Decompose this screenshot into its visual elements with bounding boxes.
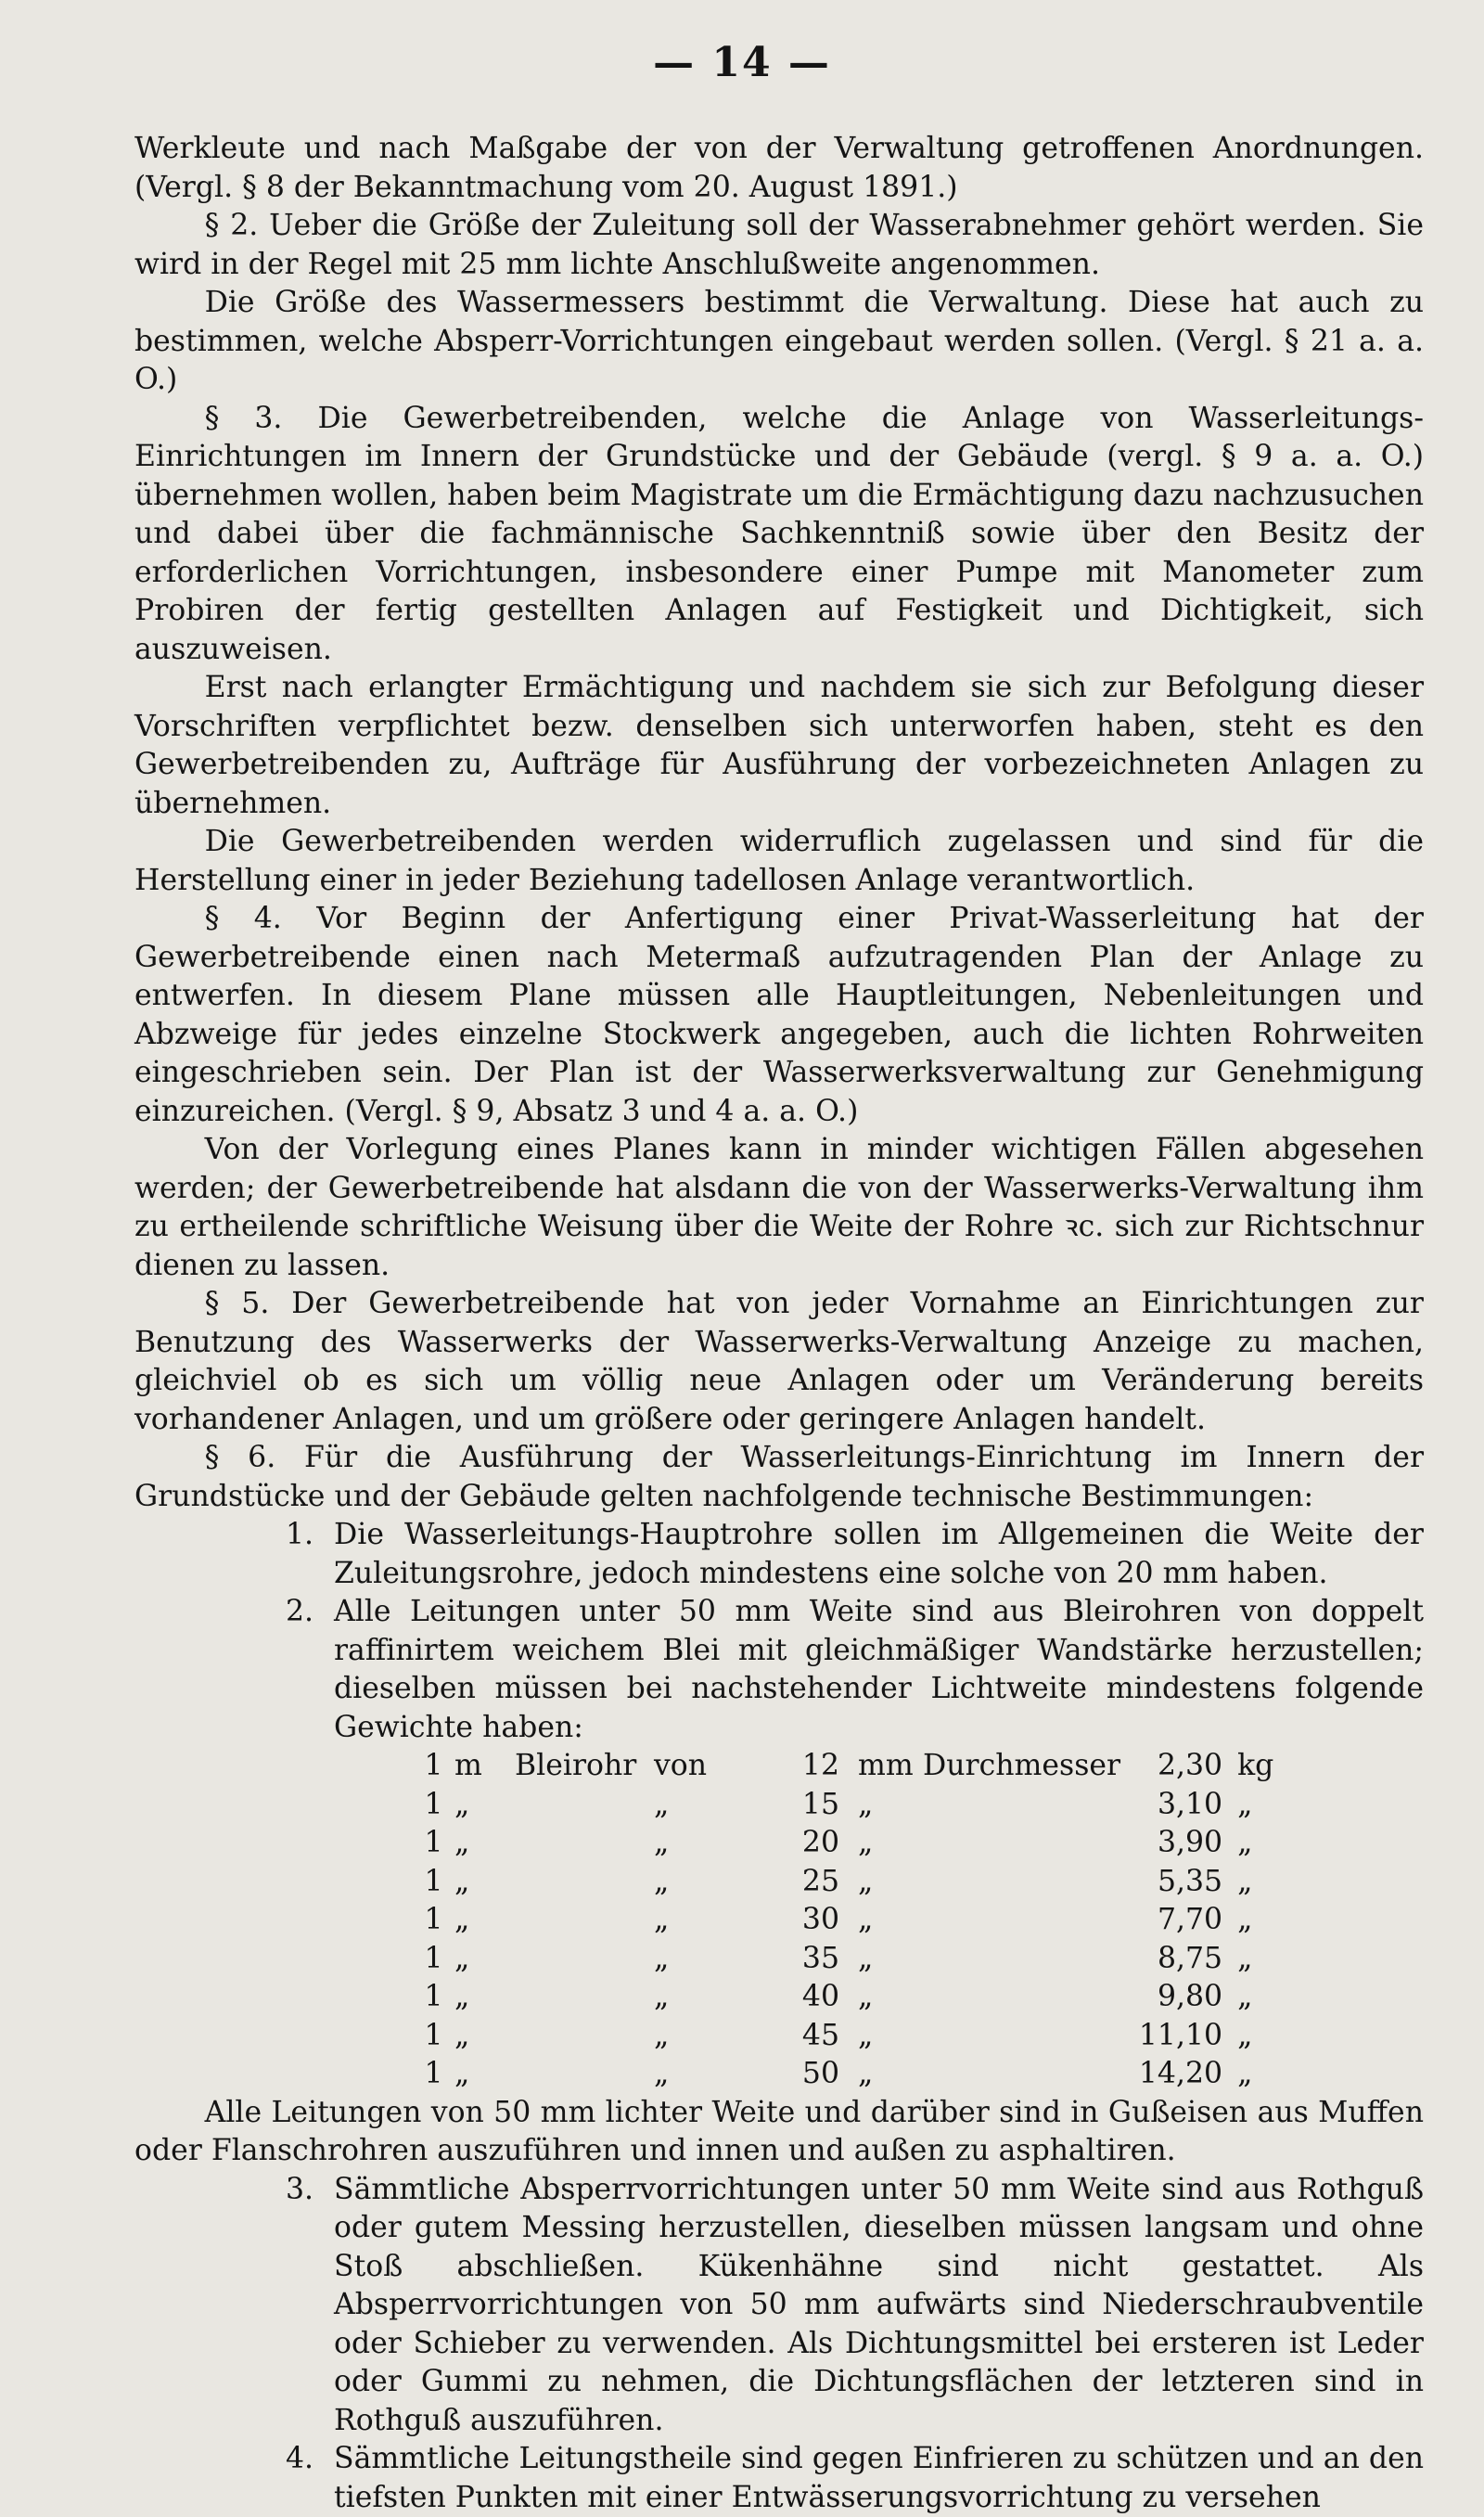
weight-cell: 5,35 [1157,1864,1223,1898]
list-item-text: Alle Leitungen unter 50 mm Weite sind aus Bleirohren von doppelt raffinirtem weichem Blei mit gleichmäßiger Wandstärke herzustellen; dieselben müssen bei nachstehender Lichtweite mindestens folgende Gewichte haben: [334,1595,1424,1744]
weight-cell: 2,30 [1157,1749,1223,1782]
paragraph-ermaechtigung: Erst nach erlangter Ermächtigung und nachdem sie sich zur Befolgung dieser Vorschriften verpflichtet bezw. denselben sich unterworfen haben, steht es den Gewerbetreibenden zu, Aufträge für Ausführung der vorbezeichneten Anlagen zu übernehmen. [134,671,1424,820]
quantity-cell: 1 [424,2057,443,2090]
ditto-cell: „ [858,1980,874,2013]
ditto-cell [515,1863,654,1902]
ditto-cell: „ [454,1980,470,2013]
table-row [413,1863,1284,1902]
ditto-cell: „ [454,1826,470,1859]
table-row [413,1824,1284,1863]
kg-unit-cell: kg [1237,1749,1274,1782]
quantity-cell: 1 [424,1980,443,2013]
diameter-cell: 12 [801,1749,839,1782]
list-item-4 [134,2440,1424,2517]
quantity-cell: 1 [424,1941,443,1975]
table-row [413,1747,1284,1786]
ditto-cell: „ [654,1980,670,2013]
weight-cell: 11,10 [1138,2018,1223,2052]
ditto-cell: „ [654,1941,670,1975]
ditto-cell: „ [654,1903,670,1936]
ditto-cell: „ [1237,1980,1253,2013]
ditto-cell: „ [858,1864,874,1898]
von-cell: von [654,1749,708,1782]
ditto-cell: „ [454,2057,470,2090]
table-row [413,1786,1284,1825]
mm-unit-cell: mm [858,1749,914,1782]
paragraph-section-3: § 3. Die Gewerbetreibenden, welche die Anlage von Wasserleitungs-Einrichtungen im Innern der Grundstücke und der Gebäude (vergl. § 9 a. a. O.) übernehmen wollen, haben beim Magistrate um die Ermächtigung dazu nachzusuchen und dabei über die fachmännische Sachkenntniß sowie über den Besitz der erforderlichen Vorrichtungen, insbesondere einer Pumpe mit Manometer zum Probiren der fertig gestellten Anlagen auf Festigkeit und Dichtigkeit, sich auszuweisen. [134,401,1424,666]
quantity-cell: 1 [424,1903,443,1936]
ditto-cell [515,2055,654,2094]
paragraph-planvorlage: Von der Vorlegung eines Planes kann in minder wichtigen Fällen abgesehen werden; der Gewerbetreibende hat alsdann die von der Wasserwerks-Verwaltung ihm zu ertheilende schriftliche Weisung über die Weite der Rohre ꝛc. sich zur Richtschnur dienen zu lassen. [134,1133,1424,1282]
ditto-cell [515,1824,654,1863]
ditto-cell: „ [1237,1826,1253,1859]
quantity-cell: 1 [424,1826,443,1859]
paragraph-continuation: Werkleute und nach Maßgabe der von der Verwaltung getroffenen Anordnungen. (Vergl. § 8 der Bekanntmachung vom 20. August 1891.) [134,132,1424,204]
material-cell: Bleirohr [515,1749,637,1782]
ditto-cell: „ [454,1941,470,1975]
ditto-cell: „ [858,1787,874,1821]
ditto-cell: „ [858,1903,874,1936]
diameter-cell: 40 [801,1980,839,2013]
ditto-cell: „ [858,2057,874,2090]
ditto-cell: „ [454,1903,470,1936]
ditto-cell [923,1901,1120,1940]
ditto-cell: „ [858,1941,874,1975]
paragraph-section-6: § 6. Für die Ausführung der Wasserleitungs-Einrichtung im Innern der Grundstücke und der Gebäude gelten nachfolgende technische Bestimmungen: [134,1441,1424,1513]
table-row [413,1978,1284,2017]
paragraph-section-2: § 2. Ueber die Größe der Zuleitung soll der Wasserabnehmer gehört werden. Sie wird in der Regel mit 25 mm lichte Anschlußweite angenommen. [134,209,1424,281]
ditto-cell: „ [858,1826,874,1859]
paragraph-gusseisen: Alle Leitungen von 50 mm lichter Weite und darüber sind in Gußeisen aus Muffen oder Flanschrohren auszuführen und innen und außen zu asphaltiren. [134,2095,1424,2167]
ditto-cell: „ [1237,2057,1253,2090]
weight-cell: 3,90 [1157,1826,1223,1859]
quantity-cell: 1 [424,2018,443,2052]
ditto-cell [923,2055,1120,2094]
paragraph-section-4: § 4. Vor Beginn der Anfertigung einer Privat-Wasserleitung hat der Gewerbetreibende einen nach Metermaß aufzutragenden Plan der Anlage zu entwerfen. In diesem Plane müssen alle Hauptleitungen, Nebenleitungen und Abzweige für jedes einzelne Stockwerk angegeben, auch die lichten Rohrweiten eingeschrieben sein. Der Plan ist der Wasserwerksverwaltung zur Genehmigung einzureichen. (Vergl. § 9, Absatz 3 und 4 a. a. O.) [134,902,1424,1128]
diameter-cell: 30 [801,1903,839,1936]
quantity-cell: 1 [424,1749,443,1782]
ditto-cell: „ [654,2018,670,2052]
ditto-cell: „ [1237,1864,1253,1898]
ditto-cell: „ [1237,1941,1253,1975]
list-item-text: Sämmtliche Absperrvorrichtungen unter 50 mm Weite sind aus Rothguß oder gutem Messing herzustellen, dieselben müssen langsam und ohne Stoß abschließen. Kükenhähne sind nicht gestattet. Als Absperrvorrichtungen von 50 mm aufwärts sind Niederschraubventile oder Schieber zu verwenden. Als Dichtungsmittel bei ersteren ist Leder oder Gummi zu nehmen, die Dichtungsflächen der letzteren sind in Rothguß auszuführen. [334,2172,1424,2437]
ditto-cell: „ [654,1826,670,1859]
list-item-2 [134,1593,1424,1747]
ditto-cell [923,1978,1120,2017]
list-item-number: 3. [285,2172,313,2206]
document-body [134,130,1424,2517]
list-item-text: Sämmtliche Leitungstheile sind gegen Einfrieren zu schützen und an den tiefsten Punkten mit einer Entwässerungsvorrichtung zu versehen [334,2442,1424,2514]
diameter-cell: 50 [801,2057,839,2090]
list-item-number: 2. [285,1595,313,1628]
weight-cell: 9,80 [1157,1980,1223,2013]
table-row [413,2017,1284,2056]
list-item-1 [134,1516,1424,1593]
list-item-3 [134,2171,1424,2441]
lead-pipe-weight-table [413,1747,1284,2094]
diameter-cell: 20 [801,1826,839,1859]
weight-cell: 7,70 [1157,1903,1223,1936]
table-row [413,2055,1284,2094]
diameter-cell: 35 [801,1941,839,1975]
ditto-cell [923,1940,1120,1979]
table-row [413,1901,1284,1940]
ditto-cell [515,1901,654,1940]
quantity-cell: 1 [424,1787,443,1821]
page-number-header: — 14 — [653,39,831,86]
ditto-cell: „ [454,1864,470,1898]
ditto-cell: „ [454,1787,470,1821]
list-item-number: 1. [285,1518,313,1551]
paragraph-section-5: § 5. Der Gewerbetreibende hat von jeder Vornahme an Einrichtungen zur Benutzung des Wasserwerks der Wasserwerks-Verwaltung Anzeige zu machen, gleichviel ob es sich um völlig neue Anlagen oder um Veränderung bereits vorhandener Anlagen, und um größere oder geringere Anlagen handelt. [134,1287,1424,1436]
table-row [413,1940,1284,1979]
diameter-cell: 15 [801,1787,839,1821]
label-cell: Durchmesser [923,1749,1121,1782]
ditto-cell: „ [654,2057,670,2090]
ditto-cell [923,1824,1120,1863]
unit-m-cell: m [454,1749,482,1782]
ditto-cell [515,2017,654,2056]
paragraph-zulassung: Die Gewerbetreibenden werden widerruflich zugelassen und sind für die Herstellung einer in jeder Beziehung tadellosen Anlage verantwortlich. [134,825,1424,897]
diameter-cell: 25 [801,1864,839,1898]
ditto-cell [515,1786,654,1825]
ditto-cell: „ [654,1787,670,1821]
ditto-cell: „ [654,1864,670,1898]
diameter-cell: 45 [801,2018,839,2052]
ditto-cell [515,1978,654,2017]
ditto-cell: „ [1237,2018,1253,2052]
ditto-cell: „ [454,2018,470,2052]
weight-cell: 14,20 [1138,2057,1223,2090]
ditto-cell: „ [858,2018,874,2052]
ditto-cell [923,1786,1120,1825]
ditto-cell [923,1863,1120,1902]
weight-cell: 8,75 [1157,1941,1223,1975]
ditto-cell: „ [1237,1787,1253,1821]
ditto-cell [923,2017,1120,2056]
list-item-text: Die Wasserleitungs-Hauptrohre sollen im Allgemeinen die Weite der Zuleitungsrohre, jedoch mindestens eine solche von 20 mm haben. [334,1518,1424,1590]
paragraph-wassermesser: Die Größe des Wassermessers bestimmt die Verwaltung. Diese hat auch zu bestimmen, welche Absperr-Vorrichtungen eingebaut werden sollen. (Vergl. § 21 a. a. O.) [134,286,1424,396]
quantity-cell: 1 [424,1864,443,1898]
weight-cell: 3,10 [1157,1787,1223,1821]
list-item-number: 4. [285,2442,313,2475]
ditto-cell: „ [1237,1903,1253,1936]
ditto-cell [515,1940,654,1979]
